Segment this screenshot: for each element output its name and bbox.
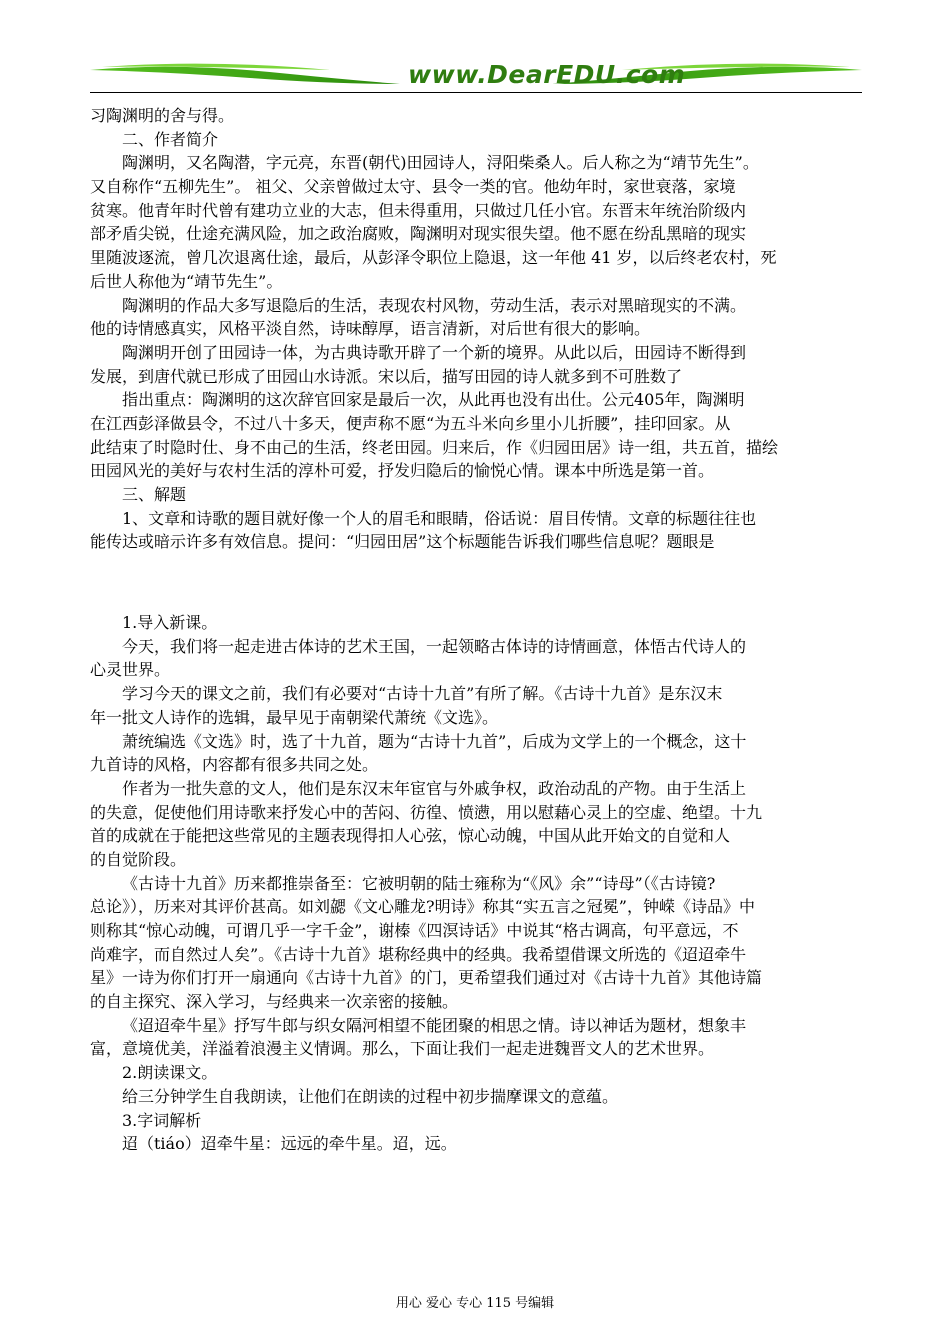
text-line: 星》一诗为你们打开一扇通向《古诗十九首》的门，更希望我们通过对《古诗十九首》其他诗篇 <box>90 968 763 988</box>
text-line: 里随波逐流，曾几次退离仕途，最后，从彭泽令职位上隐退，这一年他 41 岁，以后终老农村，死 <box>90 248 777 268</box>
text-line: 九首诗的风格，内容都有很多共同之处。 <box>90 755 379 775</box>
text-line: 心灵世界。 <box>90 660 171 680</box>
text-line: 习陶渊明的舍与得。 <box>90 106 235 125</box>
text-line: 《古诗十九首》历来都推崇备至：它被明朝的陆士雍称为“《风》余”“诗母”（《古诗镜? <box>122 873 716 893</box>
text-line: 三、解题 <box>122 485 187 504</box>
text-line: 此结束了时隐时仕、身不由己的生活，终老田园。归来后，作《归园田居》诗一组，共五首，描绘 <box>90 437 779 457</box>
text-line: 则称其“惊心动魄，可谓几乎一字千金”，谢榛《四溟诗话》中说其“格古调高，句平意远，不 <box>90 921 739 940</box>
text-line: 田园风光的美好与农村生活的淳朴可爱，抒发归隐后的愉悦心情。课本中所选是第一首。 <box>90 461 715 481</box>
text-line: 贫寒。他青年时代曾有建功立业的大志，但未得重用，只做过几任小官。东晋末年统治阶级内 <box>90 200 747 220</box>
text-line: 的自觉阶段。 <box>90 849 187 869</box>
text-line: 迢（tiáo）迢牵牛星：远远的牵牛星。迢，远。 <box>122 1134 457 1154</box>
text-line: 萧统编选《文选》时，选了十九首，题为“古诗十九首”，后成为文学上的一个概念，这十 <box>122 731 747 751</box>
text-line: 的失意，促使他们用诗歌来抒发心中的苦闷、彷徨、愤懑，用以慰藉心灵上的空虚、绝望。十九 <box>90 802 763 822</box>
text-line: 尚难字，而自然过人矣”。《古诗十九首》堪称经典中的经典。我希望借课文所选的《迢迢牵牛 <box>90 944 747 964</box>
text-line: 后世人称他为“靖节先生”。 <box>90 271 283 291</box>
text-line: 1.导入新课。 <box>122 613 218 633</box>
site-header <box>90 58 862 102</box>
text-line: 3.字词解析 <box>122 1110 202 1130</box>
text-line: 的自主探究、深入学习，与经典来一次亲密的接触。 <box>90 992 459 1012</box>
text-line: 学习今天的课文之前，我们有必要对“古诗十九首”有所了解。《古诗十九首》是东汉末 <box>122 684 723 704</box>
text-line: 富，意境优美，洋溢着浪漫主义情调。那么，下面让我们一起走进魏晋文人的艺术世界。 <box>90 1039 715 1059</box>
text-line: 今天，我们将一起走进古体诗的艺术王国，一起领略古体诗的诗情画意，体悟古代诗人的 <box>122 636 747 656</box>
page-footer: 用心 爱心 专心 115 号编辑 <box>395 1296 555 1311</box>
text-line: 部矛盾尖锐，仕途充满风险，加之政治腐败，陶渊明对现实很失望。他不愿在纷乱黑暗的现实 <box>90 224 747 244</box>
site-logo-text: www.DearEDU.com <box>408 60 686 89</box>
text-line: 陶渊明的作品大多写退隐后的生活，表现农村风物，劳动生活，表示对黑暗现实的不满。 <box>122 295 747 315</box>
text-line: 作者为一批失意的文人，他们是东汉末年宦官与外戚争权，政治动乱的产物。由于生活上 <box>122 778 747 798</box>
text-line: 又自称作“五柳先生”。 祖父、父亲曾做过太守、县令一类的官。他幼年时，家世衰落，家境 <box>90 177 736 197</box>
text-line: 总论》），历来对其评价甚高。如刘勰《文心雕龙?明诗》称其“实五言之冠冕”，钟嵘《诗品》中 <box>90 897 755 917</box>
header-divider <box>90 92 862 93</box>
text-line: 2.朗读课文。 <box>122 1063 218 1083</box>
text-line: 《迢迢牵牛星》抒写牛郎与织女隔河相望不能团聚的相思之情。诗以神话为题材，想象丰 <box>122 1015 747 1035</box>
text-line: 给三分钟学生自我朗读，让他们在朗读的过程中初步揣摩课文的意蕴。 <box>122 1086 619 1106</box>
text-line: 发展，到唐代就已形成了田园山水诗派。宋以后，描写田园的诗人就多到不可胜数了 <box>90 366 683 386</box>
section-author-intro <box>90 104 862 554</box>
text-line: 首的成就在于能把这些常见的主题表现得扣人心弦，惊心动魄，中国从此开始文的自觉和人 <box>90 826 731 846</box>
text-line: 陶渊明开创了田园诗一体，为古典诗歌开辟了一个新的境界。从此以后，田园诗不断得到 <box>122 342 747 362</box>
text-line: 年一批文人诗作的选辑，最早见于南朝梁代萧统《文选》。 <box>90 707 499 727</box>
section-lesson-plan <box>90 611 862 1156</box>
text-line: 在江西彭泽做县令，不过八十多天，便声称不愿“为五斗米向乡里小儿折腰”，挂印回家。从 <box>90 413 731 433</box>
text-line: 指出重点：陶渊明的这次辞官回家是最后一次，从此再也没有出仕。公元405年，陶渊明 <box>122 390 745 410</box>
text-line: 他的诗情感真实，风格平淡自然，诗味醇厚，语言清新，对后世有很大的影响。 <box>90 319 651 339</box>
text-line: 二、作者简介 <box>122 129 219 149</box>
document-body <box>90 104 862 1156</box>
text-line: 1、文章和诗歌的题目就好像一个人的眉毛和眼睛，俗话说：眉目传情。文章的标题往往也 <box>122 508 757 528</box>
section-gap <box>90 554 862 611</box>
text-line: 能传达或暗示许多有效信息。提问：“归园田居”这个标题能告诉我们哪些信息呢？题眼是 <box>90 532 715 552</box>
text-line: 陶渊明，又名陶潜，字元亮，东晋(朝代)田园诗人，浔阳柴桑人。后人称之为“靖节先生”。 <box>122 153 759 173</box>
